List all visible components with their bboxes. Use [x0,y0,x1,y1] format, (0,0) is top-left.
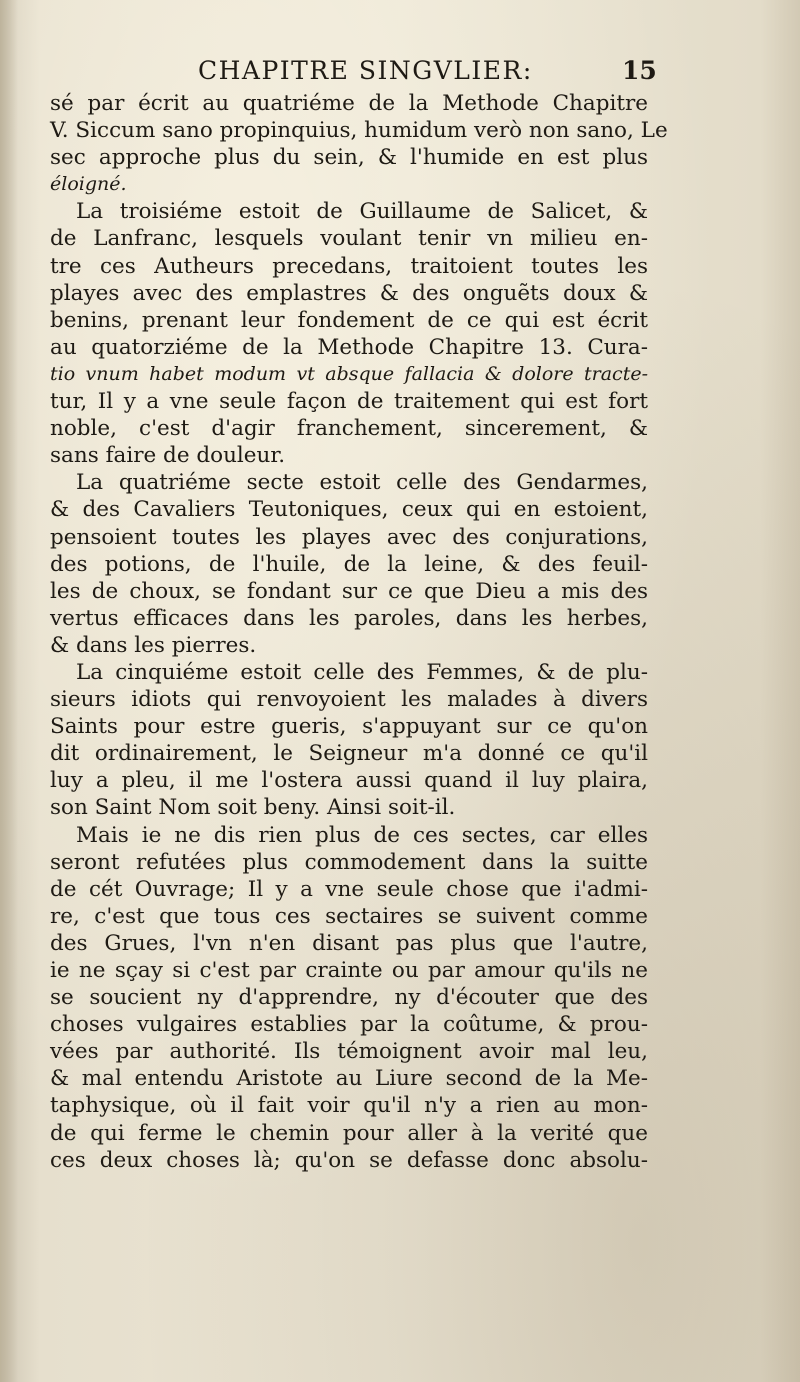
text-line: ces deux choses là; qu'on se defasse donc absolu- [50,1147,648,1173]
text-line: de Lanfranc, lesquels voulant tenir vn milieu en- [50,226,648,252]
text-line: & mal entendu Aristote au Liure second de la Me- [50,1066,648,1092]
text-line: choses vulgaires establies par la coûtume, & prou- [50,1012,648,1038]
text-line: Mais ie ne dis rien plus de ces sectes, car elles [76,822,648,848]
text-line: benins, prenant leur fondement de ce qui est écrit [50,307,648,333]
text-line: vées par authorité. Ils témoignent avoir mal leu, [50,1039,648,1065]
body-text [50,90,668,1174]
text-line: ie ne sçay si c'est par crainte ou par amour qu'ils ne [50,958,648,983]
text-line: de cét Ouvrage; Il y a vne seule chose que i'admi- [50,876,648,902]
text-line: tre ces Autheurs precedans, traitoient toutes les [50,253,648,279]
text-line: La troisiéme estoit de Guillaume de Salicet, & [76,199,648,225]
page-number: 15 [622,56,657,85]
text-line: La quatriéme secte estoit celle des Gendarmes, [76,470,648,496]
text-line: luy a pleu, il me l'ostera aussi quand il luy plaira, [50,768,648,794]
text-line: noble, c'est d'agir franchement, sincerement, & [50,416,648,442]
text-line: re, c'est que tous ces sectaires se suivent comme [50,903,648,929]
text-line: dit ordinairement, le Seigneur m'a donné ce qu'il [50,741,648,767]
text-line: taphysique, où il fait voir qu'il n'y a rien au mon- [50,1093,648,1119]
text-line: éloigné. [50,173,127,196]
text-line: au quatorziéme de la Methode Chapitre 13. Cura- [50,334,648,360]
text-line: des Grues, l'vn n'en disant pas plus que l'autre, [50,930,648,956]
text-line: les de choux, se fondant sur ce que Dieu a mis des [50,578,648,604]
text-line: son Saint Nom soit beny. Ainsi soit-il. [50,795,456,821]
text-line: sec approche plus du sein, & l'humide en est plus [50,145,648,171]
text-line: sieurs idiots qui renvoyoient les malades à divers [50,687,648,713]
text-line: & des Cavaliers Teutoniques, ceux qui en estoient, [50,497,648,523]
text-line: sé par écrit au quatriéme de la Methode Chapitre [50,91,648,116]
page-header [58,56,657,92]
text-line: & dans les pierres. [50,632,257,658]
text-line: des potions, de l'huile, de la leine, & des feuil- [50,551,648,577]
text-line: vertus efficaces dans les paroles, dans les herbes, [50,605,648,631]
running-title: CHAPITRE SINGVLIER: [198,56,533,85]
text-line: La cinquiéme estoit celle des Femmes, & de plu- [76,659,648,685]
text-line: pensoient toutes les playes avec des conjurations, [50,524,648,550]
text-line: de qui ferme le chemin pour aller à la verité que [50,1120,648,1146]
text-line: V. Siccum sano propinquius, humidum verò non sano, Le [50,118,668,144]
text-line: tur, Il y a vne seule façon de traitement qui est fort [50,389,648,415]
text-line: playes avec des emplastres & des onguẽts doux & [50,280,648,306]
text-line: tio vnum habet modum vt absque fallacia & dolore tracte- [50,362,648,385]
text-line: se soucient ny d'apprendre, ny d'écouter que des [50,985,648,1011]
text-line: seront refutées plus commodement dans la suitte [50,849,648,875]
text-line: sans faire de douleur. [50,443,286,469]
page-binding-shadow [0,0,18,1382]
text-line: Saints pour estre gueris, s'appuyant sur ce qu'on [50,714,648,740]
